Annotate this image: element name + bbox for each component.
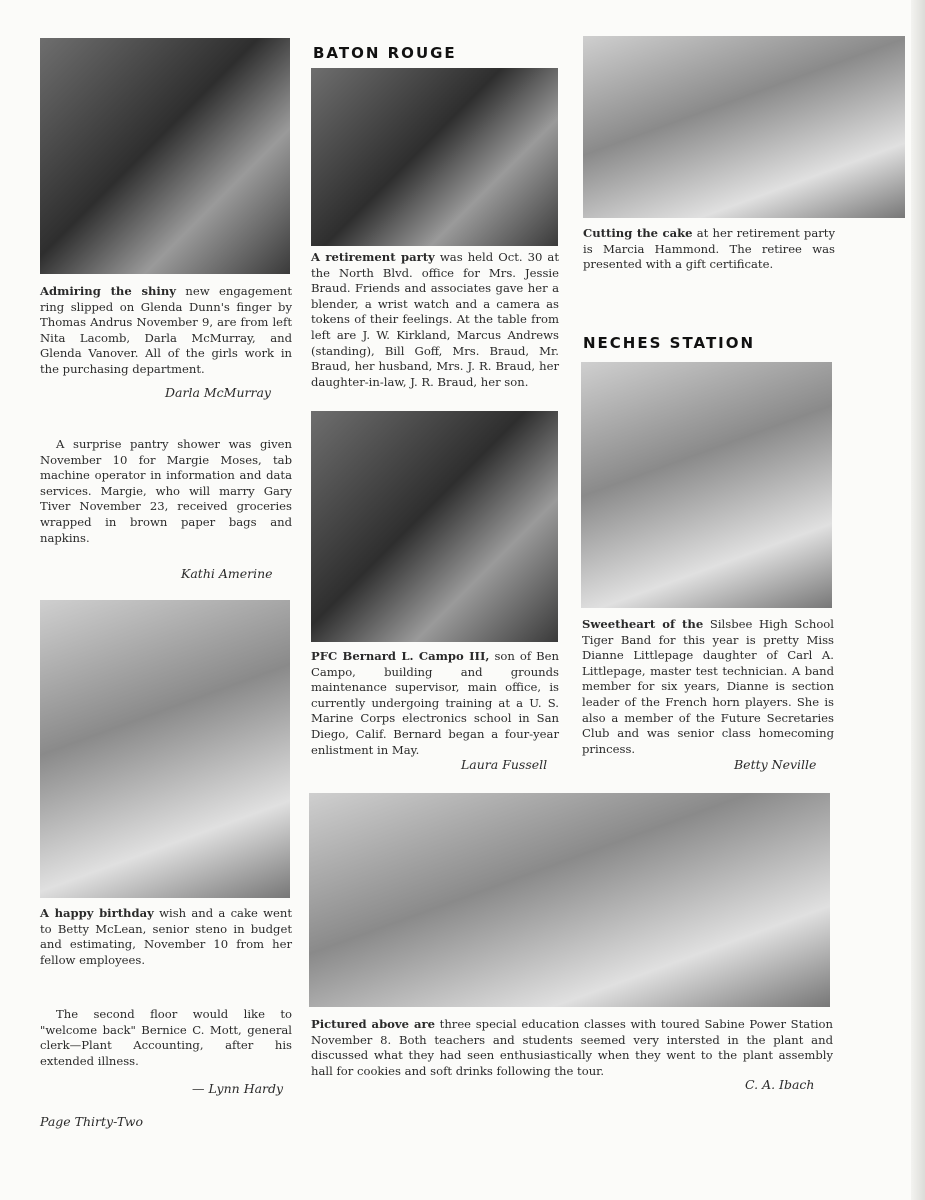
page-number: Page Thirty-Two <box>40 1114 144 1129</box>
signature-laura: Laura Fussell <box>461 757 548 772</box>
photo-birthday <box>40 600 290 898</box>
photo-engagement-ring <box>40 38 290 274</box>
caption-engagement: Admiring the shiny new engagement ring slipped on Glenda Dunn's finger by Thomas Andrus November 9, are from left Nita Lacomb, Darla McMurray, and Glenda Vanover. All of the girls work in the purchasing department. <box>40 284 292 376</box>
caption-cutting-cake: Cutting the cake at her retirement party is Marcia Hammond. The retiree was presented with a gift certificate. <box>583 226 835 272</box>
caption-sweetheart: Sweetheart of the Silsbee High School Tiger Band for this year is pretty Miss Dianne Littlepage daughter of Carl A. Littlepage, master test technician. A band member for six years, Dianne is section leader of the French horn players. She is also a member of the Future Secretaries Club and was senior class homecoming princess. <box>582 617 834 756</box>
story-welcome-back: The second floor would like to "welcome back" Bernice C. Mott, general clerk—Plant Accounting, after his extended illness. <box>40 1007 292 1068</box>
heading-baton-rouge: BATON ROUGE <box>313 44 457 62</box>
photo-retirement-party <box>311 68 558 246</box>
signature-lynn: — Lynn Hardy <box>192 1081 284 1096</box>
photo-bernard-campo <box>311 411 558 642</box>
caption-retirement: A retirement party was held Oct. 30 at the North Blvd. office for Mrs. Jessie Braud. Friends and associates gave her a blender, a wrist watch and a camera as tokens of their feelings. At the table from left are J. W. Kirkland, Marcus Andrews (standing), Bill Goff, Mrs. Braud, Mr. Braud, her husband, Mrs. J. R. Braud, her daughter-in-law, J. R. Braud, her son. <box>311 250 559 389</box>
caption-campo: PFC Bernard L. Campo III, son of Ben Campo, building and grounds maintenance supervisor, main office, is currently undergoing training at a U. S. Marine Corps electronics school in San Diego, Calif. Bernard began a four-year enlistment in May. <box>311 649 560 757</box>
page-edge <box>911 0 925 1200</box>
signature-ibach: C. A. Ibach <box>745 1077 815 1092</box>
story-pantry-shower: A surprise pantry shower was given November 10 for Margie Moses, tab machine operator in information and data services. Margie, who will marry Gary Tiver November 23, received groceries wrapped in brown paper bags and napkins. <box>40 437 292 545</box>
heading-neches-station: NECHES STATION <box>583 334 756 352</box>
signature-kathi: Kathi Amerine <box>181 566 273 581</box>
signature-betty: Betty Neville <box>734 757 817 772</box>
caption-birthday: A happy birthday wish and a cake went to Betty McLean, senior steno in budget and estimating, November 10 from her fellow employees. <box>40 906 293 967</box>
photo-cutting-cake <box>583 36 905 218</box>
caption-tour: Pictured above are three special education classes with toured Sabine Power Station November 8. Both teachers and students seemed very intersted in the plant and discussed what they had seen enthusiastically when they went to the plant assembly hall for cookies and soft drinks following the tour. <box>311 1017 834 1078</box>
signature-darla: Darla McMurray <box>165 385 271 400</box>
photo-special-education-classes <box>309 793 830 1007</box>
photo-dianne-littlepage <box>581 362 832 608</box>
